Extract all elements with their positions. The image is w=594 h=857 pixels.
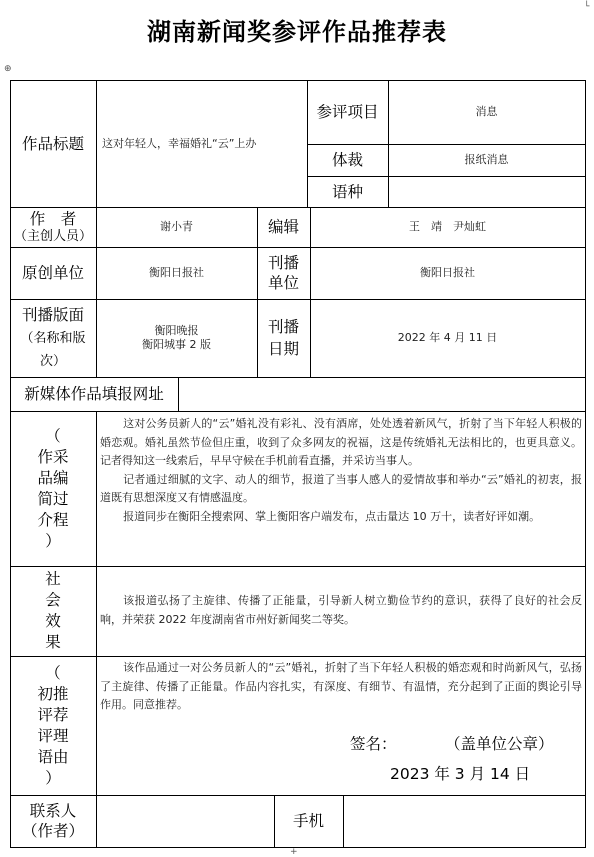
genre-label: 体裁 [331,151,363,169]
origin-unit-value[interactable]: 衡阳日报社 [149,266,204,279]
row-resize-marker: + [290,847,298,857]
origin-unit-label: 原创单位 [21,264,84,282]
recommend-paragraph: 该作品通过一对公务员新人的“云”婚礼，折射了当下年轻人积极的婚恋观和时尚新风气，弘扬了主旋律、传播了正能量。作品内容扎实，有深度、有细节、有温情，充分起到了正面的舆论引导作用。同意推荐。 [100,661,582,711]
table-bottom-border [10,847,586,848]
language-label: 语种 [331,182,363,201]
work-title-value[interactable]: 这对年轻人，幸福婚礼“云”上办 [102,136,257,150]
work-title-label: 作品标题 [21,134,84,153]
editor-label: 编辑 [267,218,299,236]
author-label: 作 者 （主创人员） [13,209,92,244]
page-title: 湖南新闻奖参评作品推荐表 [147,18,447,46]
process-paragraph: 记者通过细腻的文字、动人的细节，报道了当事人感人的爱情故事和举办“云”婚礼的初衷，报道既有思想深度又有情感温度。 [100,472,582,504]
publish-page-label: 刊播版面 （名称和版 次） [20,306,86,369]
publish-page-value[interactable]: 衡阳晚报 衡阳城事 2 版 [142,324,211,351]
phone-value[interactable] [343,795,585,847]
process-paragraph: 这对公务员新人的“云”婚礼没有彩礼、没有酒席，处处透着新风气，折射了当下年轻人积极的婚恋观。婚礼虽然节俭但庄重，收到了众多网友的祝福，这是传统婚礼无法相比的，也更具意义。记者得知这一线索后，早早守候在手机前看直播，并采访当事人。 [100,417,582,467]
seal-label: （盖单位公章） [445,735,554,753]
category-value[interactable]: 消息 [475,105,498,118]
author-value[interactable]: 谢小青 [160,220,193,233]
contact-value[interactable] [96,795,274,847]
newmedia-url-value[interactable] [178,377,585,411]
signature-label: 签名： [350,735,397,753]
table-move-handle[interactable]: ⊕ [4,64,12,74]
phone-label: 手机 [292,812,324,830]
publish-date-value[interactable]: 2022 年 4 月 11 日 [397,331,498,344]
corner-mark: └ [584,2,590,12]
publish-date-label: 刊播 日期 [267,318,299,358]
editor-value[interactable]: 王 靖 尹灿虹 [409,220,486,233]
process-paragraph: 报道同步在衡阳全搜索网、掌上衡阳客户端发布，点击量达 10 万十，读者好评如潮。 [123,509,541,523]
recommend-label: （ 初推 评荐 评理 语由 ） [37,663,69,787]
recommend-text[interactable] [100,659,582,715]
process-text[interactable] [100,415,582,526]
recommend-date: 2023 年 3 月 14 日 [390,765,531,783]
category-label: 参评项目 [316,103,379,121]
table-right-border [585,80,586,847]
process-label: （ 作采 品编 简过 介程 ） [37,426,69,550]
genre-value[interactable]: 报纸消息 [464,153,509,166]
publish-unit-value[interactable]: 衡阳日报社 [420,266,475,279]
language-value[interactable] [388,176,585,207]
newmedia-url-label: 新媒体作品填报网址 [24,385,164,403]
contact-label: 联系人 （作者） [21,802,84,840]
effect-text[interactable] [100,592,582,629]
publish-unit-label: 刊播 单位 [267,254,299,292]
effect-label: 社 会 效 果 [45,570,61,651]
effect-paragraph: 该报道弘扬了主旋律、传播了正能量，引导新人树立勤俭节约的意识，获得了良好的社会反响，并荣获 2022 年度湖南省市州好新闻奖二等奖。 [100,594,582,626]
